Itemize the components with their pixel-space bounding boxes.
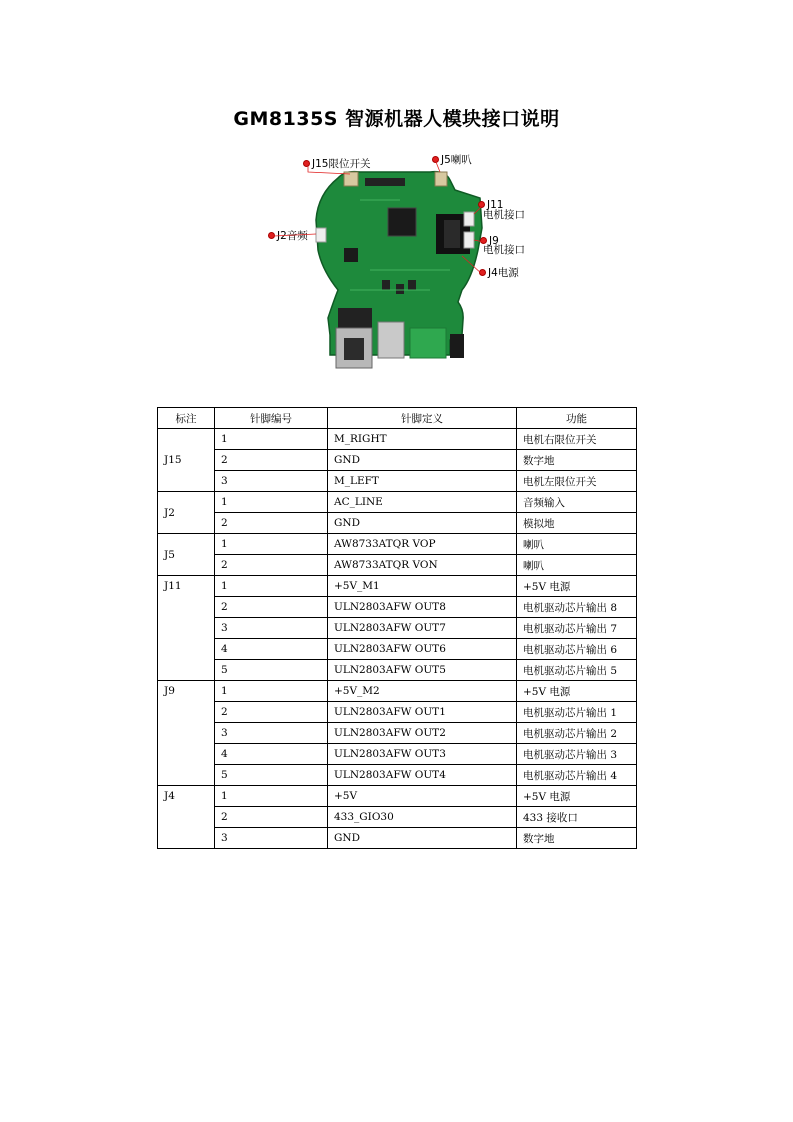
function-cell: 喇叭 — [517, 555, 637, 576]
label-j5: J5喇叭 — [441, 154, 472, 166]
function-cell: +5V 电源 — [517, 576, 637, 597]
label-j2: J2音频 — [277, 230, 308, 242]
table-row — [158, 492, 637, 513]
pcb-figure — [250, 150, 550, 382]
pin-definition-cell: ULN2803AFW OUT6 — [328, 639, 517, 660]
function-cell: 电机驱动芯片输出 1 — [517, 702, 637, 723]
pin-number-cell: 3 — [215, 828, 328, 849]
page-title: GM8135S 智源机器人模块接口说明 — [233, 108, 560, 130]
pin-definition-cell: M_LEFT — [328, 471, 517, 492]
marker-j9-icon — [480, 237, 487, 244]
header-mark: 标注 — [158, 408, 215, 429]
function-cell: 数字地 — [517, 450, 637, 471]
pin-number-cell: 4 — [215, 639, 328, 660]
mark-cell: J2 — [158, 492, 215, 534]
table-row — [158, 660, 637, 681]
pin-definition-cell: GND — [328, 828, 517, 849]
table-row — [158, 765, 637, 786]
table-row — [158, 513, 637, 534]
function-cell: 喇叭 — [517, 534, 637, 555]
mark-cell: J5 — [158, 534, 215, 576]
label-j9-id: J9 — [489, 235, 499, 247]
label-j11-id: J11 — [487, 199, 504, 211]
table-row — [158, 786, 637, 807]
label-j9-desc: 电机接口 — [483, 244, 525, 256]
pin-number-cell: 5 — [215, 765, 328, 786]
pin-definition-cell: +5V — [328, 786, 517, 807]
function-cell: 电机驱动芯片输出 7 — [517, 618, 637, 639]
pin-number-cell: 1 — [215, 681, 328, 702]
marker-j11-icon — [478, 201, 485, 208]
label-j15: J15限位开关 — [312, 158, 371, 170]
pin-definition-cell: +5V_M2 — [328, 681, 517, 702]
table-row — [158, 702, 637, 723]
pin-definition-cell: +5V_M1 — [328, 576, 517, 597]
table-row — [158, 534, 637, 555]
table-row — [158, 828, 637, 849]
function-cell: 电机驱动芯片输出 4 — [517, 765, 637, 786]
table-row — [158, 639, 637, 660]
function-cell: 电机驱动芯片输出 6 — [517, 639, 637, 660]
label-j4: J4电源 — [488, 267, 519, 279]
marker-j15-icon — [303, 160, 310, 167]
pcb-board-image — [250, 150, 550, 382]
function-cell: 数字地 — [517, 828, 637, 849]
mark-cell: J9 — [158, 681, 215, 786]
pin-number-cell: 2 — [215, 513, 328, 534]
pin-definition-table — [157, 407, 637, 849]
table-row — [158, 723, 637, 744]
pin-definition-cell: AC_LINE — [328, 492, 517, 513]
table-row — [158, 471, 637, 492]
pin-definition-cell: ULN2803AFW OUT1 — [328, 702, 517, 723]
mark-cell: J11 — [158, 576, 215, 681]
pin-definition-cell: M_RIGHT — [328, 429, 517, 450]
pin-number-cell: 3 — [215, 471, 328, 492]
function-cell: 电机驱动芯片输出 3 — [517, 744, 637, 765]
pin-definition-cell: 433_GIO30 — [328, 807, 517, 828]
pin-number-cell: 4 — [215, 744, 328, 765]
pin-definition-cell: ULN2803AFW OUT8 — [328, 597, 517, 618]
pin-number-cell: 2 — [215, 597, 328, 618]
function-cell: +5V 电源 — [517, 681, 637, 702]
pin-number-cell: 5 — [215, 660, 328, 681]
pin-number-cell: 1 — [215, 534, 328, 555]
function-cell: +5V 电源 — [517, 786, 637, 807]
table-row — [158, 618, 637, 639]
pin-definition-cell: ULN2803AFW OUT5 — [328, 660, 517, 681]
pin-definition-cell: AW8733ATQR VOP — [328, 534, 517, 555]
pin-definition-cell: ULN2803AFW OUT2 — [328, 723, 517, 744]
header-function: 功能 — [517, 408, 637, 429]
pin-number-cell: 1 — [215, 429, 328, 450]
pin-definition-cell: ULN2803AFW OUT3 — [328, 744, 517, 765]
pin-number-cell: 3 — [215, 618, 328, 639]
pin-definition-cell: GND — [328, 513, 517, 534]
mark-cell: J15 — [158, 429, 215, 492]
function-cell: 模拟地 — [517, 513, 637, 534]
pin-definition-cell: GND — [328, 450, 517, 471]
marker-j2-icon — [268, 232, 275, 239]
pin-number-cell: 1 — [215, 492, 328, 513]
function-cell: 433 接收口 — [517, 807, 637, 828]
table-header-row — [158, 408, 637, 429]
table-row — [158, 555, 637, 576]
table-row — [158, 450, 637, 471]
pin-number-cell: 2 — [215, 555, 328, 576]
function-cell: 电机右限位开关 — [517, 429, 637, 450]
table-row — [158, 597, 637, 618]
table-row — [158, 744, 637, 765]
mark-cell: J4 — [158, 786, 215, 849]
function-cell: 音频输入 — [517, 492, 637, 513]
table-row — [158, 576, 637, 597]
marker-j5-icon — [432, 156, 439, 163]
pin-number-cell: 1 — [215, 576, 328, 597]
function-cell: 电机驱动芯片输出 8 — [517, 597, 637, 618]
table-row — [158, 429, 637, 450]
table-row — [158, 807, 637, 828]
label-j11-desc: 电机接口 — [483, 209, 525, 221]
pin-number-cell: 2 — [215, 450, 328, 471]
pin-number-cell: 3 — [215, 723, 328, 744]
header-pin-definition: 针脚定义 — [328, 408, 517, 429]
function-cell: 电机左限位开关 — [517, 471, 637, 492]
header-pin-number: 针脚编号 — [215, 408, 328, 429]
pin-definition-cell: ULN2803AFW OUT4 — [328, 765, 517, 786]
table-row — [158, 681, 637, 702]
pin-number-cell: 2 — [215, 807, 328, 828]
pin-number-cell: 1 — [215, 786, 328, 807]
pin-definition-cell: ULN2803AFW OUT7 — [328, 618, 517, 639]
function-cell: 电机驱动芯片输出 2 — [517, 723, 637, 744]
pin-number-cell: 2 — [215, 702, 328, 723]
pin-definition-cell: AW8733ATQR VON — [328, 555, 517, 576]
function-cell: 电机驱动芯片输出 5 — [517, 660, 637, 681]
marker-j4-icon — [479, 269, 486, 276]
table-body — [158, 429, 637, 849]
